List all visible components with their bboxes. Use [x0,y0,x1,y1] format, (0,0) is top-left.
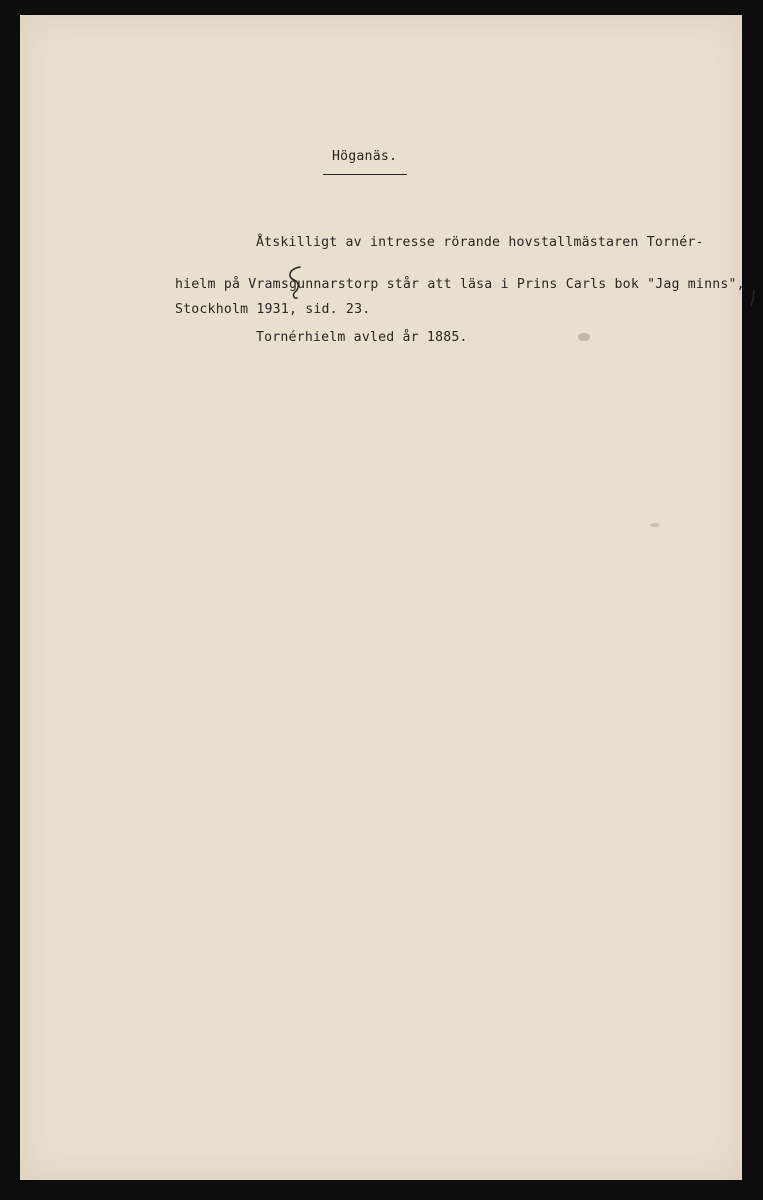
paragraph-line-2: hielm på Vramsgunnarstorp står att läsa i Prins Carls bok "Jag minns", [175,277,745,292]
heading-underline [323,174,407,175]
paragraph-line-4: Tornérhielm avled år 1885. [256,330,468,345]
handwritten-correction-mark [283,265,305,301]
document-heading: Höganäs. [332,149,398,164]
paper-smudge [650,523,660,527]
handwritten-comma-mark [750,288,756,308]
paragraph-line-1: Åtskilligt av intresse rörande hovstallmästaren Tornér- [256,235,704,250]
paper-smudge [578,333,590,341]
document-page [20,15,745,1180]
paragraph-line-3: Stockholm 1931, sid. 23. [175,302,371,317]
